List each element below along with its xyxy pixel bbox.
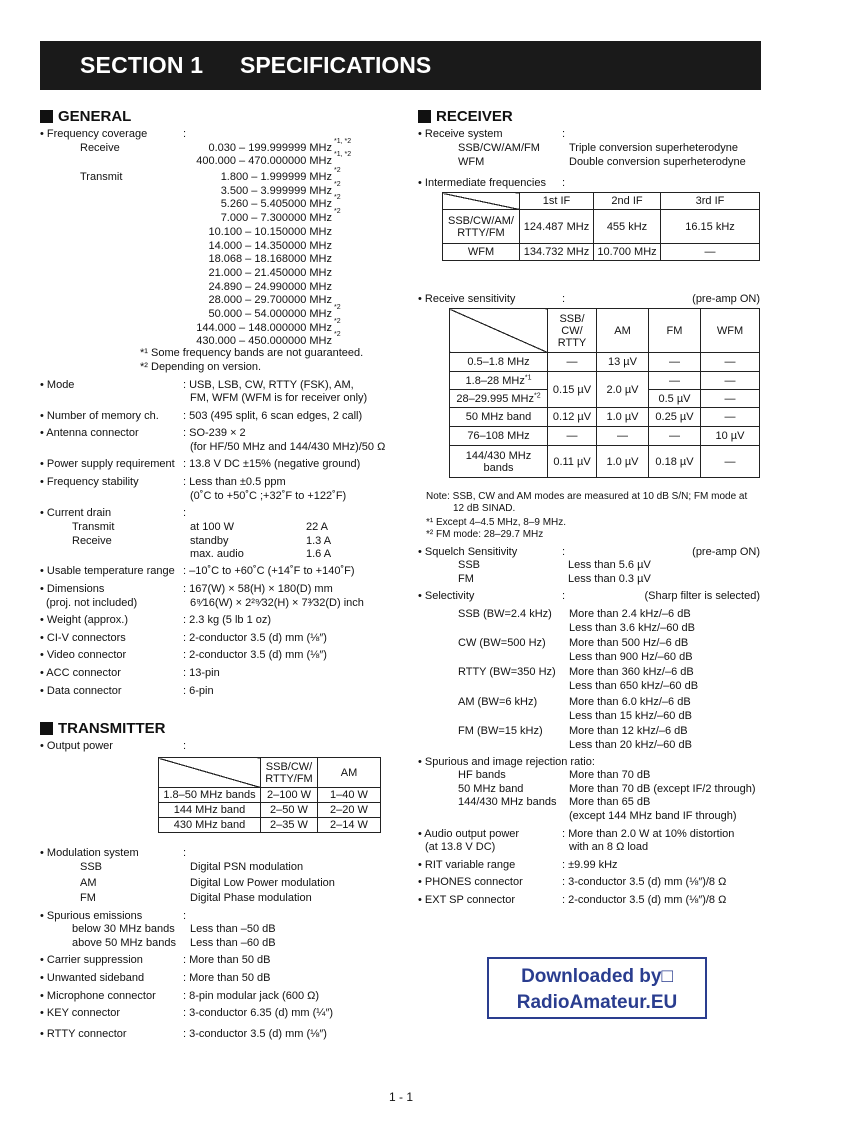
watermark-line-1: Downloaded by□ bbox=[521, 966, 673, 987]
image-band: HF bands bbox=[458, 769, 506, 781]
table-cell: 10.700 MHz bbox=[594, 244, 661, 261]
value-cell: 0.11 µV bbox=[548, 446, 597, 478]
drain-cell: standby bbox=[190, 534, 229, 547]
value-cell: — bbox=[701, 353, 760, 372]
colon: : bbox=[183, 740, 187, 752]
phones-label: • PHONES connector bbox=[418, 876, 523, 888]
value-cell: — bbox=[548, 353, 597, 372]
selectivity-value: More than 500 Hz/–6 dB bbox=[569, 637, 689, 650]
civ-value: : 2-conductor 3.5 (d) mm (⅛″) bbox=[183, 632, 327, 644]
spurious-band: below 30 MHz bands bbox=[72, 923, 175, 935]
current-drain-label: • Current drain bbox=[40, 507, 112, 519]
squelch-mode: SSB bbox=[458, 559, 481, 571]
table-cell: 2–50 W bbox=[261, 803, 318, 818]
stability-value-2: (0˚C to +50˚C ;+32˚F to +122˚F) bbox=[190, 490, 347, 502]
transmit-range: 430.000 – 450.000000 MHz bbox=[196, 335, 332, 348]
modulation-mode: FM bbox=[80, 892, 96, 904]
table-header: SSB/ CW/ RTTY bbox=[548, 309, 597, 353]
band-cell: 0.5–1.8 MHz bbox=[450, 353, 548, 372]
colon: : bbox=[562, 546, 566, 558]
unwanted-value: : More than 50 dB bbox=[183, 972, 271, 984]
section-title: SPECIFICATIONS bbox=[240, 52, 432, 78]
selectivity-mode: FM (BW=15 kHz) bbox=[458, 724, 543, 737]
selectivity-mode: RTTY (BW=350 Hz) bbox=[458, 666, 556, 679]
image-value: (except 144 MHz band IF through) bbox=[569, 810, 737, 823]
spurious-value: Less than –50 dB bbox=[190, 923, 276, 935]
colon: : bbox=[183, 847, 187, 859]
table-cell: 2–100 W bbox=[261, 788, 318, 803]
drain-cell: 1.3 A bbox=[306, 534, 332, 547]
microphone-label: • Microphone connector bbox=[40, 990, 156, 1002]
value-cell: — bbox=[701, 372, 760, 390]
squelch-mode: FM bbox=[458, 573, 474, 585]
transmitter-heading: TRANSMITTER bbox=[40, 720, 166, 737]
transmit-range: 10.100 – 10.150000 MHz bbox=[208, 225, 332, 238]
key-value: : 3-conductor 6.35 (d) mm (¼″) bbox=[183, 1007, 333, 1019]
table-cell: 144 MHz band bbox=[159, 803, 261, 818]
squelch-value: Less than 5.6 µV bbox=[568, 559, 651, 571]
audio-label-2: (at 13.8 V DC) bbox=[425, 841, 496, 853]
table-row bbox=[159, 788, 381, 803]
system-mode: SSB/CW/AM/FM bbox=[458, 142, 540, 154]
video-label: • Video connector bbox=[40, 649, 127, 661]
transmit-range: 28.000 – 29.700000 MHz bbox=[208, 294, 332, 307]
sensitivity-note: Note: SSB, CW and AM modes are measured at 10 dB S/N; FM mode at bbox=[426, 491, 748, 502]
squelch-label: • Squelch Sensitivity bbox=[418, 546, 518, 558]
footnote-2: *² Depending on version. bbox=[140, 361, 262, 373]
transmit-range: 14.000 – 14.350000 MHz bbox=[208, 239, 332, 252]
receive-range: 400.000 – 470.000000 MHz bbox=[196, 155, 332, 167]
mode-value-2: FM, WFM (WFM is for receiver only) bbox=[190, 392, 368, 404]
table-row bbox=[159, 818, 381, 833]
data-connector-label: • Data connector bbox=[40, 685, 122, 697]
section-number: SECTION 1 bbox=[80, 52, 204, 78]
squelch-value: Less than 0.3 µV bbox=[568, 573, 651, 585]
drain-cell: max. audio bbox=[190, 548, 244, 560]
band-cell: 1.8–28 MHz$^{*1}$ bbox=[450, 372, 548, 390]
memory-label: • Number of memory ch. bbox=[40, 410, 159, 422]
table-cell: — bbox=[661, 244, 760, 261]
colon: : bbox=[562, 293, 566, 305]
transmit-range: 3.500 – 3.999999 MHz bbox=[220, 184, 332, 197]
transmit-range: 7.000 – 7.300000 MHz bbox=[220, 212, 332, 225]
table-header: WFM bbox=[701, 309, 760, 353]
transmit-range: 50.000 – 54.000000 MHz bbox=[208, 308, 332, 320]
page-number: 1 - 1 bbox=[389, 1090, 414, 1104]
selectivity-value: More than 360 kHz/–6 dB bbox=[569, 666, 694, 679]
value-cell: — bbox=[649, 372, 701, 390]
modulation-label: • Modulation system bbox=[40, 847, 139, 859]
table-cell: 455 kHz bbox=[594, 210, 661, 244]
value-cell: 0.12 µV bbox=[548, 408, 597, 427]
data-connector-value: : 6-pin bbox=[183, 685, 214, 697]
system-type: Double conversion superheterodyne bbox=[569, 156, 746, 168]
drain-cell: 1.6 A bbox=[306, 548, 332, 560]
power-label: • Power supply requirement bbox=[40, 458, 175, 470]
mode-label: • Mode bbox=[40, 379, 75, 391]
table-cell: 2–35 W bbox=[261, 818, 318, 833]
table-cell: 2–14 W bbox=[318, 818, 381, 833]
dimensions-value-2: 6⁹⁄16(W) × 2²⁹⁄32(H) × 7³⁄32(D) inch bbox=[190, 597, 364, 609]
temperature-value: : –10˚C to +60˚C (+14˚F to +140˚F) bbox=[183, 565, 355, 577]
spurious-value: Less than –60 dB bbox=[190, 937, 276, 949]
sensitivity-note-3: *¹ Except 4–4.5 MHz, 8–9 MHz. bbox=[426, 517, 567, 528]
footnote-1: *¹ Some frequency bands are not guaranteed. bbox=[140, 347, 364, 359]
value-cell: 0.18 µV bbox=[649, 446, 701, 478]
mode-value: : USB, LSB, CW, RTTY (FSK), AM, bbox=[183, 379, 354, 391]
transmit-label: Transmit bbox=[80, 171, 123, 183]
colon: : bbox=[562, 128, 566, 140]
band-cell: 144/430 MHz bands bbox=[450, 446, 548, 478]
selectivity-value: More than 2.4 kHz/–6 dB bbox=[569, 608, 691, 620]
heading-square-icon bbox=[418, 110, 431, 123]
band-cell: 76–108 MHz bbox=[450, 427, 548, 446]
table-cell: 134.732 MHz bbox=[520, 244, 594, 261]
phones-value: : 3-conductor 3.5 (d) mm (⅛″)/8 Ω bbox=[562, 876, 727, 888]
antenna-value-2: (for HF/50 MHz and 144/430 MHz)/50 Ω bbox=[190, 441, 386, 453]
transmit-range: 21.000 – 21.450000 MHz bbox=[208, 266, 332, 279]
value-cell: — bbox=[649, 427, 701, 446]
selectivity-value: Less than 15 kHz/–60 dB bbox=[569, 709, 692, 722]
section-banner bbox=[40, 41, 761, 90]
value-cell: 1.0 µV bbox=[597, 408, 649, 427]
table-cell: 1.8–50 MHz bands bbox=[159, 788, 261, 803]
colon: : bbox=[183, 128, 187, 140]
drain-cell: at 100 W bbox=[190, 521, 235, 533]
drain-cell: Receive bbox=[72, 534, 112, 547]
carrier-value: : More than 50 dB bbox=[183, 954, 271, 966]
image-value: More than 65 dB bbox=[569, 796, 651, 809]
microphone-value: : 8-pin modular jack (600 Ω) bbox=[183, 990, 320, 1002]
selectivity-value: Less than 20 kHz/–60 dB bbox=[569, 738, 692, 751]
sensitivity-note-2: 12 dB SINAD. bbox=[453, 503, 516, 514]
transmit-range: 1.800 – 1.999999 MHz bbox=[220, 171, 332, 183]
power-value: : 13.8 V DC ±15% (negative ground) bbox=[183, 458, 361, 470]
table-corner-cell bbox=[443, 193, 520, 210]
spurious-label: • Spurious emissions bbox=[40, 910, 143, 922]
spurious-band: above 50 MHz bands bbox=[72, 937, 176, 949]
sensitivity-label: • Receive sensitivity bbox=[418, 293, 516, 305]
image-value: More than 70 dB bbox=[569, 769, 651, 781]
audio-value: : More than 2.0 W at 10% distortion bbox=[562, 828, 735, 840]
value-cell: — bbox=[701, 446, 760, 478]
receive-system-label: • Receive system bbox=[418, 128, 503, 140]
selectivity-value: Less than 900 Hz/–60 dB bbox=[569, 651, 693, 664]
modulation-type: Digital Phase modulation bbox=[190, 892, 312, 904]
image-rejection-label: • Spurious and image rejection ratio: bbox=[418, 756, 595, 768]
carrier-label: • Carrier suppression bbox=[40, 954, 143, 966]
audio-value-2: with an 8 Ω load bbox=[569, 841, 649, 853]
table-header: AM bbox=[318, 758, 381, 788]
rit-value: : ±9.99 kHz bbox=[562, 859, 618, 871]
modulation-mode: SSB bbox=[80, 861, 103, 873]
modulation-mode: AM bbox=[80, 876, 97, 889]
table-cell: 430 MHz band bbox=[159, 818, 261, 833]
sensitivity-note-4: *² FM mode: 28–29.7 MHz bbox=[426, 529, 544, 540]
selectivity-value: Less than 650 kHz/–60 dB bbox=[569, 680, 699, 693]
image-value: More than 70 dB (except IF/2 through) bbox=[569, 782, 756, 795]
weight-label: • Weight (approx.) bbox=[40, 614, 129, 626]
squelch-preamp-note: (pre-amp ON) bbox=[692, 546, 760, 558]
table-header: 3rd IF bbox=[661, 193, 760, 210]
selectivity-mode: CW (BW=500 Hz) bbox=[458, 637, 546, 650]
table-header: AM bbox=[597, 309, 649, 353]
table-header: 1st IF bbox=[520, 193, 594, 210]
table-cell: SSB/CW/AM/ RTTY/FM bbox=[443, 210, 520, 244]
extsp-label: • EXT SP connector bbox=[418, 894, 515, 906]
heading-square-icon bbox=[40, 110, 53, 123]
stability-value: : Less than ±0.5 ppm bbox=[183, 476, 286, 488]
watermark-line-2: RadioAmateur.EU bbox=[516, 992, 678, 1013]
colon: : bbox=[183, 507, 187, 519]
acc-label: • ACC connector bbox=[40, 667, 121, 679]
rit-label: • RIT variable range bbox=[418, 859, 516, 871]
selectivity-mode: SSB (BW=2.4 kHz) bbox=[458, 608, 552, 620]
selectivity-value: More than 12 kHz/–6 dB bbox=[569, 724, 688, 737]
value-cell: 0.15 µV bbox=[548, 372, 597, 408]
system-type: Triple conversion superheterodyne bbox=[569, 142, 738, 154]
dimensions-value: : 167(W) × 58(H) × 180(D) mm bbox=[183, 583, 333, 595]
value-cell: 0.25 µV bbox=[649, 408, 701, 427]
output-power-table bbox=[158, 757, 381, 833]
value-cell: — bbox=[701, 408, 760, 427]
value-cell: 0.5 µV bbox=[649, 390, 701, 408]
receiver-heading: RECEIVER bbox=[418, 108, 513, 125]
image-band: 144/430 MHz bands bbox=[458, 796, 557, 809]
table-corner-cell bbox=[450, 309, 548, 353]
dimensions-label: • Dimensions bbox=[40, 583, 105, 595]
extsp-value: : 2-conductor 3.5 (d) mm (⅛″)/8 Ω bbox=[562, 894, 727, 906]
colon: : bbox=[562, 590, 566, 602]
value-cell: 10 µV bbox=[701, 427, 760, 446]
table-header: 2nd IF bbox=[594, 193, 661, 210]
table-cell: 2–20 W bbox=[318, 803, 381, 818]
colon: : bbox=[562, 177, 566, 189]
value-cell: 13 µV bbox=[597, 353, 649, 372]
heading-square-icon bbox=[40, 722, 53, 735]
selectivity-note: (Sharp filter is selected) bbox=[644, 590, 760, 602]
image-band: 50 MHz band bbox=[458, 782, 524, 795]
selectivity-value: More than 6.0 kHz/–6 dB bbox=[569, 695, 691, 708]
value-cell: — bbox=[597, 427, 649, 446]
antenna-value: : SO-239 × 2 bbox=[183, 427, 246, 439]
value-cell: — bbox=[649, 353, 701, 372]
sensitivity-table bbox=[449, 308, 760, 478]
frequency-coverage-label: • Frequency coverage bbox=[40, 128, 148, 140]
selectivity-value: Less than 3.6 kHz/–60 dB bbox=[569, 622, 695, 634]
modulation-type: Digital Low Power modulation bbox=[190, 876, 335, 889]
audio-label: • Audio output power bbox=[418, 828, 520, 840]
video-value: : 2-conductor 3.5 (d) mm (⅛″) bbox=[183, 649, 327, 661]
civ-label: • CI-V connectors bbox=[40, 632, 126, 644]
drain-cell: 22 A bbox=[306, 521, 329, 533]
if-label: • Intermediate frequencies bbox=[418, 177, 546, 189]
unwanted-label: • Unwanted sideband bbox=[40, 972, 145, 984]
modulation-type: Digital PSN modulation bbox=[190, 861, 304, 873]
band-cell: 50 MHz band bbox=[450, 408, 548, 427]
system-mode: WFM bbox=[458, 156, 485, 168]
selectivity-mode: AM (BW=6 kHz) bbox=[458, 695, 538, 708]
table-cell: WFM bbox=[443, 244, 520, 261]
weight-value: : 2.3 kg (5 lb 1 oz) bbox=[183, 614, 272, 626]
table-header: SSB/CW/ RTTY/FM bbox=[261, 758, 318, 788]
table-header: FM bbox=[649, 309, 701, 353]
preamp-note: (pre-amp ON) bbox=[692, 293, 760, 305]
dimensions-label-2: (proj. not included) bbox=[46, 597, 138, 609]
general-heading: GENERAL bbox=[40, 108, 131, 125]
transmit-range: 18.068 – 18.168000 MHz bbox=[208, 253, 332, 266]
table-row bbox=[159, 803, 381, 818]
temperature-label: • Usable temperature range bbox=[40, 565, 175, 577]
band-cell: 28–29.995 MHz$^{*2}$ bbox=[450, 390, 548, 408]
value-cell: — bbox=[548, 427, 597, 446]
antenna-label: • Antenna connector bbox=[40, 427, 139, 439]
output-power-label: • Output power bbox=[40, 740, 113, 752]
table-cell: 16.15 kHz bbox=[661, 210, 760, 244]
key-label: • KEY connector bbox=[40, 1007, 121, 1019]
table-cell: 1–40 W bbox=[318, 788, 381, 803]
rtty-value: : 3-conductor 3.5 (d) mm (⅛″) bbox=[183, 1028, 327, 1040]
value-cell: 2.0 µV bbox=[597, 372, 649, 408]
table-corner-cell bbox=[159, 758, 261, 788]
transmit-range: 24.890 – 24.990000 MHz bbox=[208, 280, 332, 293]
colon: : bbox=[183, 910, 187, 922]
memory-value: : 503 (495 split, 6 scan edges, 2 call) bbox=[183, 410, 363, 422]
value-cell: — bbox=[701, 390, 760, 408]
stability-label: • Frequency stability bbox=[40, 476, 139, 488]
acc-value: : 13-pin bbox=[183, 667, 220, 679]
rtty-label: • RTTY connector bbox=[40, 1028, 127, 1040]
drain-cell: Transmit bbox=[72, 521, 115, 533]
value-cell: 1.0 µV bbox=[597, 446, 649, 478]
table-row bbox=[443, 210, 760, 244]
selectivity-label: • Selectivity bbox=[418, 590, 475, 602]
download-watermark bbox=[487, 957, 707, 1019]
transmit-range: 144.000 – 148.000000 MHz bbox=[196, 321, 332, 334]
table-cell: 124.487 MHz bbox=[520, 210, 594, 244]
table-row bbox=[443, 244, 760, 261]
transmit-range: 5.260 – 5.405000 MHz bbox=[220, 198, 332, 211]
if-table bbox=[442, 192, 760, 261]
receive-label: Receive bbox=[80, 142, 120, 154]
receive-range: 0.030 – 199.999999 MHz bbox=[208, 142, 332, 154]
